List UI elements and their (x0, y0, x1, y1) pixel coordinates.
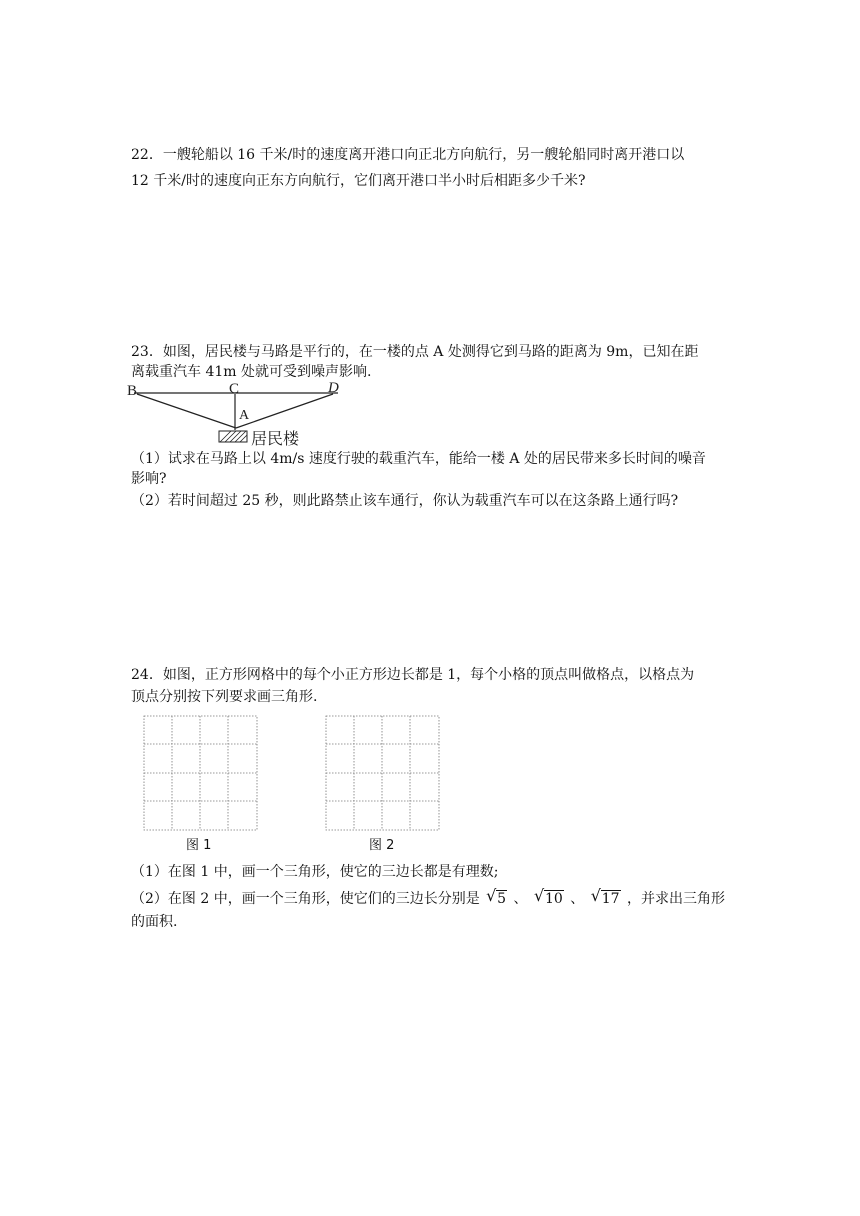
grid-figure-2 (326, 716, 439, 830)
q24-part2-line2: 的面积. (131, 914, 178, 930)
sqrt-17: √ 17 (590, 886, 620, 907)
fig1-label: 图 1 (186, 838, 212, 853)
q24-part2-prefix: （2）在图 2 中，画一个三角形，使它们的三边长分别是 (131, 891, 480, 907)
q24-line1: 24．如图，正方形网格中的每个小正方形边长都是 1，每个小格的顶点叫做格点，以格点为 (131, 667, 695, 683)
building-label: 居民楼 (251, 429, 300, 448)
label-A: A (239, 408, 250, 423)
q23-part1-line1: （1）试求在马路上以 4m/s 速度行驶的载重汽车，能给一楼 A 处的居民带来多长时间的噪音 (131, 451, 706, 467)
separator-2: 、 (570, 891, 585, 907)
label-C: C (229, 381, 240, 397)
label-B: B (127, 383, 138, 399)
sqrt-5: √ 5 (486, 886, 507, 907)
q24-part1: （1）在图 1 中，画一个三角形，使它的三边长都是有理数; (131, 864, 499, 880)
q24-part2-suffix: ，并求出三角形 (627, 891, 726, 907)
separator-1: 、 (513, 891, 528, 907)
q24-part2-line1 (131, 886, 726, 909)
segment-BA (137, 394, 236, 428)
q23-part2: （2）若时间超过 25 秒，则此路禁止该车通行，你认为载重汽车可以在这条路上通行吗? (131, 493, 679, 509)
segment-DA (236, 394, 333, 428)
q24-line2: 顶点分别按下列要求画三角形. (131, 689, 318, 705)
sqrt-10: √ 10 (534, 886, 563, 907)
label-D: D (328, 380, 339, 396)
fig2-label: 图 2 (369, 838, 395, 853)
q22-line2: 12 千米/时的速度向正东方向航行，它们离开港口半小时后相距多少千米? (131, 173, 586, 189)
q22-line1: 22．一艘轮船以 16 千米/时的速度离开港口向正北方向航行，另一艘轮船同时离开港口以 (131, 147, 685, 163)
q23-line1: 23．如图，居民楼与马路是平行的，在一楼的点 A 处测得它到马路的距离为 9m，已知在距 (131, 344, 699, 360)
building-rect (219, 431, 247, 442)
q23-line2: 离载重汽车 41m 处就可受到噪声影响. (131, 364, 372, 380)
q23-part1-line2: 影响? (131, 471, 167, 487)
grid-figure-1 (144, 716, 257, 830)
